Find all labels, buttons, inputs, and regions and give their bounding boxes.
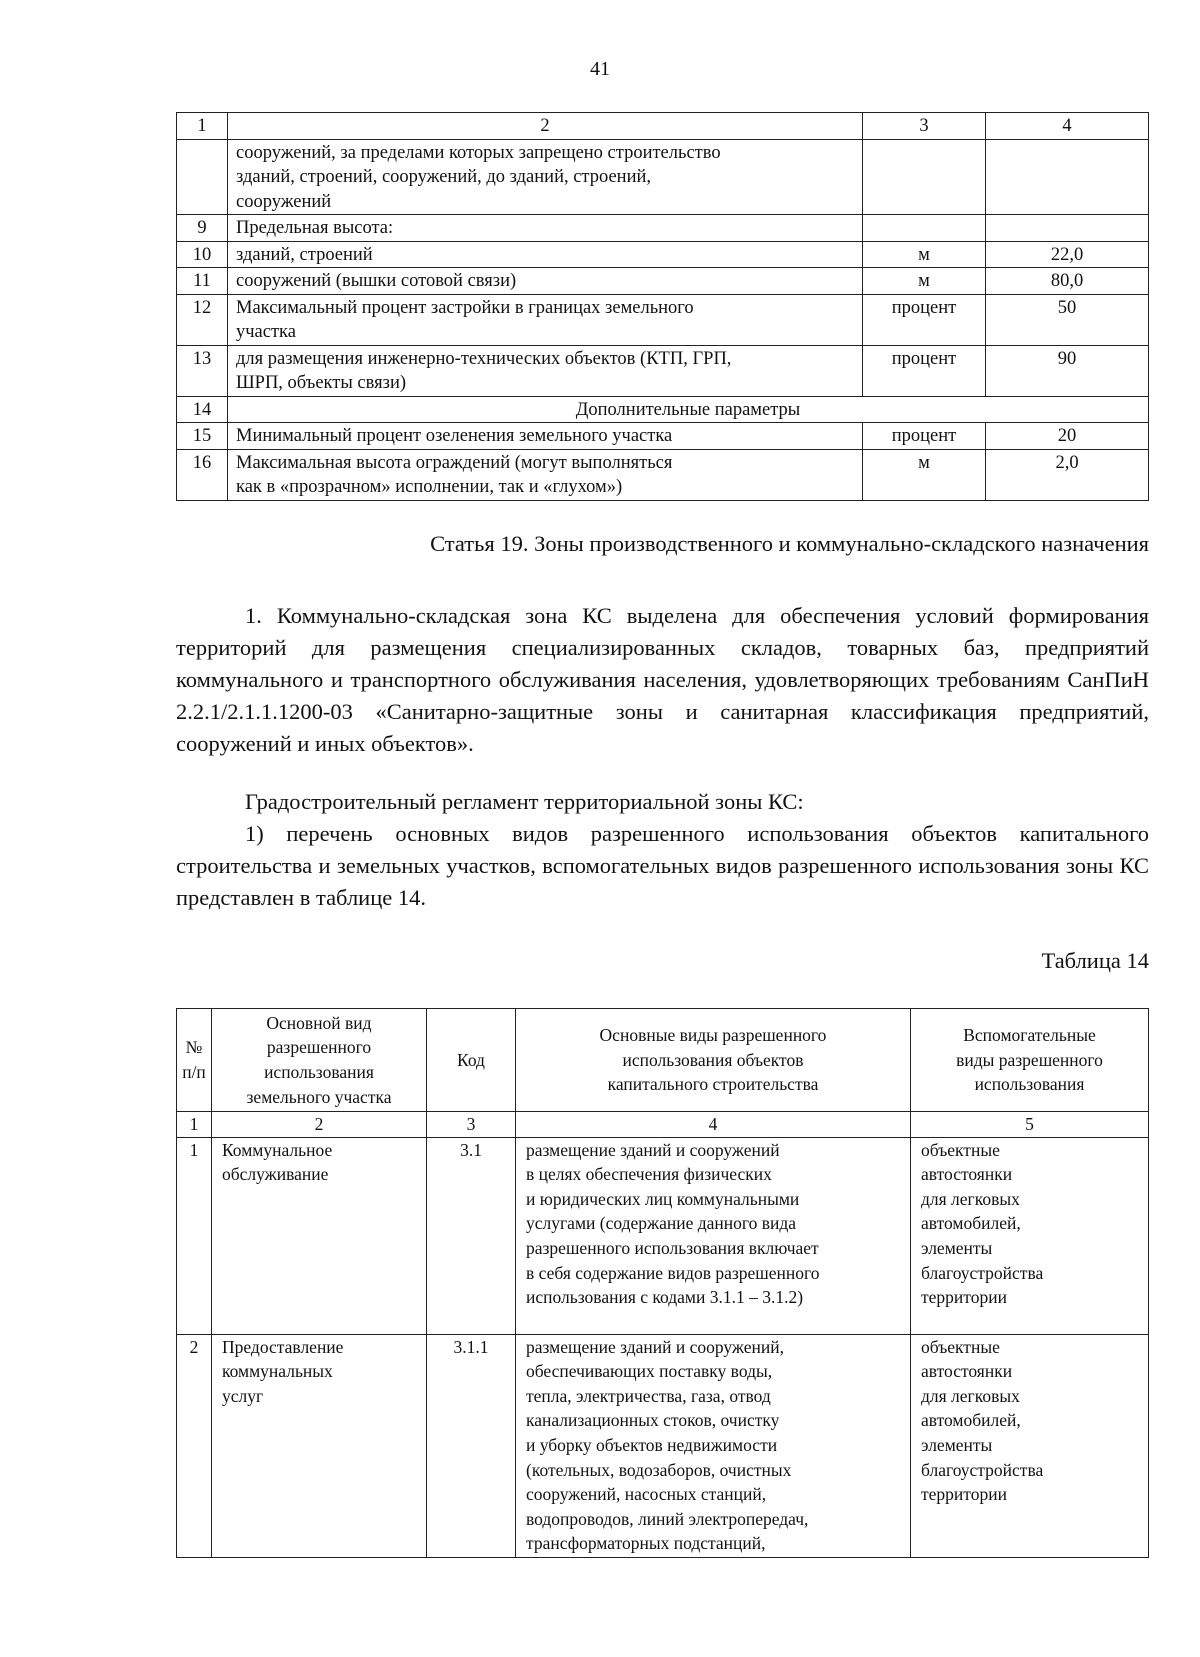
- row-number: 12: [177, 294, 228, 345]
- row-unit: м: [863, 449, 986, 500]
- header-cell: Основные виды разрешенного использования объектов капитального строительства: [516, 1009, 911, 1112]
- article-heading: Статья 19. Зоны производственного и коммунально-складского назначения: [430, 531, 1149, 556]
- header-cell: № п/п: [177, 1009, 212, 1112]
- row-aux-uses: объектные автостоянки для легковых автомобилей, элементы благоустройства территории: [911, 1334, 1149, 1557]
- paragraph-2: Градостроительный регламент территориальной зоны КС:: [245, 789, 804, 814]
- column-numbers-row: [177, 1112, 1149, 1138]
- row-value: 20: [986, 423, 1149, 450]
- header-cell: 2: [228, 113, 863, 140]
- table-row: [177, 396, 1149, 423]
- page-number: 41: [590, 58, 610, 80]
- row-value: 2,0: [986, 449, 1149, 500]
- header-cell: Вспомогательные виды разрешенного использования: [911, 1009, 1149, 1112]
- row-text: зданий, строений: [228, 241, 863, 268]
- row-value: 90: [986, 345, 1149, 396]
- table-row: [177, 423, 1149, 450]
- column-number: 4: [516, 1112, 911, 1138]
- header-cell: 1: [177, 113, 228, 140]
- row-value: 22,0: [986, 241, 1149, 268]
- column-number: 5: [911, 1112, 1149, 1138]
- row-aux-uses: объектные автостоянки для легковых автомобилей, элементы благоустройства территории: [911, 1137, 1149, 1334]
- row-number: 13: [177, 345, 228, 396]
- row-kind: Предоставление коммунальных услуг: [212, 1334, 427, 1557]
- table-row: [177, 139, 1149, 215]
- row-unit: процент: [863, 423, 986, 450]
- row-value: [986, 215, 1149, 242]
- section-title: Дополнительные параметры: [228, 396, 1149, 423]
- header-cell: Код: [427, 1009, 516, 1112]
- table-header-row: [177, 1009, 1149, 1112]
- column-number: 1: [177, 1112, 212, 1138]
- row-number: 14: [177, 396, 228, 423]
- row-text: Минимальный процент озеленения земельного участка: [228, 423, 863, 450]
- row-unit: процент: [863, 294, 986, 345]
- table-row: [177, 345, 1149, 396]
- row-number: [177, 139, 228, 215]
- row-text: сооружений (вышки сотовой связи): [228, 268, 863, 295]
- row-code: 3.1.1: [427, 1334, 516, 1557]
- row-main-uses: размещение зданий и сооружений, обеспечивающих поставку воды, тепла, электричества, газа, отвод канализационных стоков, очистку и уборку объектов недвижимости (котельных, водозаборов, очистных сооружений, насосных станций, водопроводов, линий электропередач, трансформаторных подстанций,: [516, 1334, 911, 1557]
- row-unit: процент: [863, 345, 986, 396]
- row-text: Максимальный процент застройки в границах земельного участка: [228, 294, 863, 345]
- row-number: 9: [177, 215, 228, 242]
- table-row: [177, 449, 1149, 500]
- row-value: [986, 139, 1149, 215]
- parameters-table: [176, 112, 1149, 501]
- row-number: 15: [177, 423, 228, 450]
- zone-usage-table: [176, 1008, 1149, 1558]
- table-row: [177, 215, 1149, 242]
- header-cell: 3: [863, 113, 986, 140]
- row-text: Предельная высота:: [228, 215, 863, 242]
- header-cell: 4: [986, 113, 1149, 140]
- table-row: [177, 1137, 1149, 1334]
- table-row: [177, 241, 1149, 268]
- row-unit: [863, 215, 986, 242]
- row-text: для размещения инженерно-технических объектов (КТП, ГРП, ШРП, объекты связи): [228, 345, 863, 396]
- row-unit: м: [863, 241, 986, 268]
- row-value: 80,0: [986, 268, 1149, 295]
- row-main-uses: размещение зданий и сооружений в целях обеспечения физических и юридических лиц коммунальными услугами (содержание данного вида разрешенного использования включает в себя содержание видов разрешенного использования с кодами 3.1.1 – 3.1.2): [516, 1137, 911, 1334]
- table-row: [177, 268, 1149, 295]
- paragraph-1: 1. Коммунально-складская зона КС выделена для обеспечения условий формирования территорий для размещения специализированных складов, товарных баз, предприятий коммунального и транспортного обслуживания населения, удовлетворяющих требованиям СанПиН 2.2.1/2.1.1.1200-03 «Санитарно-защитные зоны и санитарная классификация предприятий, сооружений и иных объектов».: [176, 603, 1149, 756]
- row-kind: Коммунальное обслуживание: [212, 1137, 427, 1334]
- paragraph-3: 1) перечень основных видов разрешенного использования объектов капитального строительства и земельных участков, вспомогательных видов разрешенного использования зоны КС представлен в таблице 14.: [176, 821, 1149, 910]
- column-number: 3: [427, 1112, 516, 1138]
- table-caption: Таблица 14: [1041, 948, 1149, 973]
- row-number: 11: [177, 268, 228, 295]
- row-number: 16: [177, 449, 228, 500]
- table-header-row: [177, 113, 1149, 140]
- row-text: сооружений, за пределами которых запрещено строительство зданий, строений, сооружений, до зданий, строений, сооружений: [228, 139, 863, 215]
- row-number: 10: [177, 241, 228, 268]
- row-value: 50: [986, 294, 1149, 345]
- row-unit: [863, 139, 986, 215]
- row-number: 2: [177, 1334, 212, 1557]
- row-number: 1: [177, 1137, 212, 1334]
- row-code: 3.1: [427, 1137, 516, 1334]
- row-text: Максимальная высота ограждений (могут выполняться как в «прозрачном» исполнении, так и «глухом»): [228, 449, 863, 500]
- column-number: 2: [212, 1112, 427, 1138]
- row-unit: м: [863, 268, 986, 295]
- table-row: [177, 1334, 1149, 1557]
- header-cell: Основной вид разрешенного использования земельного участка: [212, 1009, 427, 1112]
- table-row: [177, 294, 1149, 345]
